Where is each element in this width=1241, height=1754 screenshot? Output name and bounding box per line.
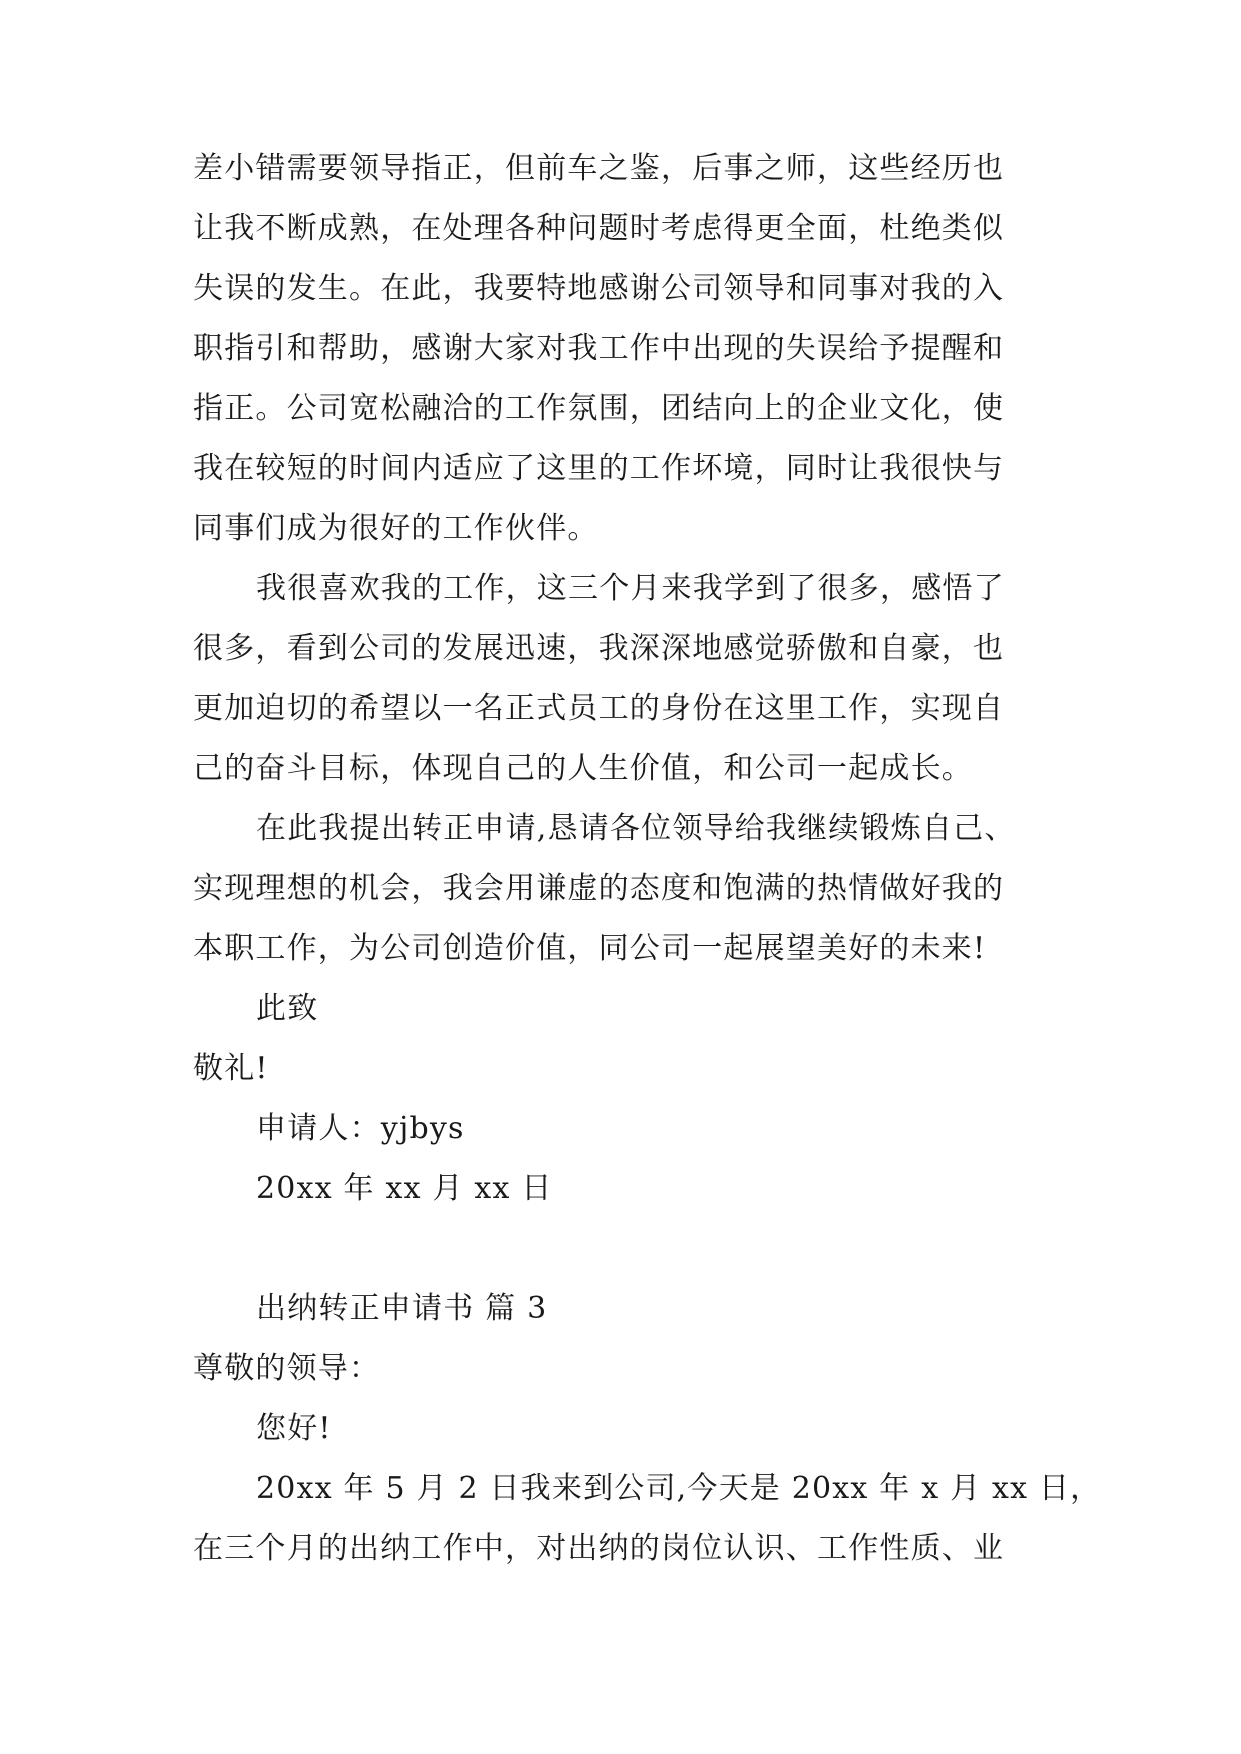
paragraph-line: 职指引和帮助，感谢大家对我工作中出现的失误给予提醒和 (193, 331, 1005, 366)
paragraph-line: 让我不断成熟，在处理各种问题时考虑得更全面，杜绝类似 (193, 211, 1005, 246)
paragraph-line: 我在较短的时间内适应了这里的工作坏境，同时让我很快与 (193, 451, 1005, 486)
paragraph-line: 20xx 年 5 月 2 日我来到公司,今天是 20xx 年 x 月 xx 日， (256, 1471, 1102, 1506)
date-line: 20xx 年 xx 月 xx 日 (256, 1171, 553, 1206)
greeting-line: 尊敬的领导： (193, 1351, 381, 1386)
paragraph-line: 失误的发生。在此，我要特地感谢公司领导和同事对我的入 (193, 271, 1005, 306)
greeting-line: 您好! (256, 1411, 332, 1446)
paragraph-line: 本职工作，为公司创造价值，同公司一起展望美好的未来! (193, 931, 987, 966)
salutation-line: 敬礼! (193, 1051, 269, 1086)
paragraph-line: 很多，看到公司的发展迅速，我深深地感觉骄傲和自豪，也 (193, 631, 1005, 666)
paragraph-line: 实现理想的机会，我会用谦虚的态度和饱满的热情做好我的 (193, 871, 1005, 906)
applicant-line: 申请人：yjbys (256, 1111, 465, 1146)
paragraph-line: 在此我提出转正申请,恳请各位领导给我继续锻炼自己、 (256, 811, 1016, 846)
paragraph-line: 同事们成为很好的工作伙伴。 (193, 511, 599, 546)
closing-line: 此致 (256, 991, 319, 1026)
paragraph-line: 差小错需要领导指正，但前车之鉴，后事之师，这些经历也 (193, 151, 1005, 186)
paragraph-line: 指正。公司宽松融洽的工作氛围，团结向上的企业文化，使 (193, 391, 1005, 426)
paragraph-line: 我很喜欢我的工作，这三个月来我学到了很多，感悟了 (256, 571, 1005, 606)
section-title: 出纳转正申请书 篇 3 (256, 1291, 548, 1326)
paragraph-line: 己的奋斗目标，体现自己的人生价值，和公司一起成长。 (193, 751, 973, 786)
paragraph-line: 在三个月的出纳工作中，对出纳的岗位认识、工作性质、业 (193, 1531, 1005, 1566)
paragraph-line: 更加迫切的希望以一名正式员工的身份在这里工作，实现自 (193, 691, 1005, 726)
